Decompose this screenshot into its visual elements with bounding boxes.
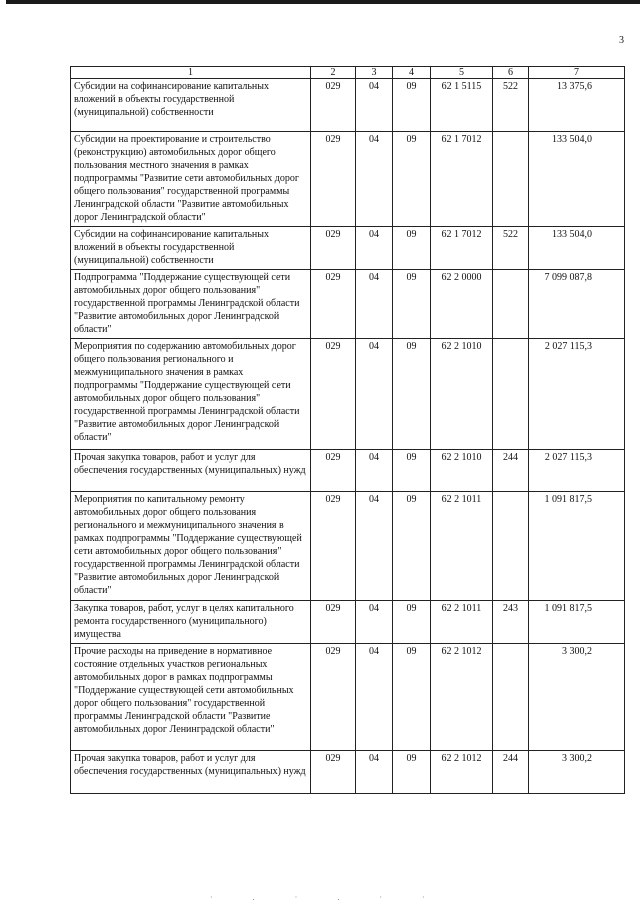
- cell-target-article: 62 1 5115: [431, 79, 493, 132]
- cell-section: 04: [356, 132, 393, 227]
- table-row: [71, 227, 625, 270]
- table-row: [71, 79, 625, 132]
- cell-expense-type: [493, 339, 529, 450]
- table-row: [71, 270, 625, 339]
- scan-artifact: ·.·.··: [210, 893, 465, 902]
- budget-table: [70, 66, 625, 794]
- table-row: [71, 339, 625, 450]
- cell-ministry-code: 029: [311, 79, 356, 132]
- row-description: Прочие расходы на приведение в нормативное состояние отдельных участков региональных автомобильных дорог в рамках подпрограммы "Поддержание существующей сети автомобильных дорог общего пользования" государственной программы Ленинградской области "Развитие автомобильных дорог Ленинградской области": [71, 644, 311, 751]
- cell-ministry-code: 029: [311, 644, 356, 751]
- cell-target-article: 62 1 7012: [431, 132, 493, 227]
- cell-expense-type: 522: [493, 79, 529, 132]
- cell-target-article: 62 2 0000: [431, 270, 493, 339]
- cell-target-article: 62 2 1010: [431, 450, 493, 492]
- cell-subsection: 09: [393, 450, 431, 492]
- cell-subsection: 09: [393, 132, 431, 227]
- cell-expense-type: [493, 644, 529, 751]
- row-description: Прочая закупка товаров, работ и услуг для обеспечения государственных (муниципальных) нужд: [71, 751, 311, 794]
- cell-section: 04: [356, 450, 393, 492]
- cell-amount: 7 099 087,8: [529, 270, 625, 339]
- cell-section: 04: [356, 644, 393, 751]
- cell-ministry-code: 029: [311, 450, 356, 492]
- cell-target-article: 62 2 1010: [431, 339, 493, 450]
- cell-subsection: 09: [393, 644, 431, 751]
- cell-expense-type: 244: [493, 751, 529, 794]
- cell-amount: 2 027 115,3: [529, 339, 625, 450]
- cell-amount: 133 504,0: [529, 227, 625, 270]
- cell-amount: 2 027 115,3: [529, 450, 625, 492]
- cell-ministry-code: 029: [311, 751, 356, 794]
- cell-expense-type: 244: [493, 450, 529, 492]
- scan-top-border: [6, 0, 640, 4]
- table-row: [71, 132, 625, 227]
- cell-subsection: 09: [393, 227, 431, 270]
- cell-target-article: 62 2 1012: [431, 751, 493, 794]
- column-header: 5: [431, 67, 493, 79]
- table-row: [71, 450, 625, 492]
- column-header: 2: [311, 67, 356, 79]
- cell-subsection: 09: [393, 601, 431, 644]
- row-description: Прочая закупка товаров, работ и услуг для обеспечения государственных (муниципальных) нужд: [71, 450, 311, 492]
- cell-section: 04: [356, 751, 393, 794]
- cell-expense-type: [493, 492, 529, 601]
- table-row: [71, 492, 625, 601]
- cell-amount: 3 300,2: [529, 751, 625, 794]
- cell-section: 04: [356, 601, 393, 644]
- cell-subsection: 09: [393, 751, 431, 794]
- cell-subsection: 09: [393, 270, 431, 339]
- cell-target-article: 62 2 1012: [431, 644, 493, 751]
- column-header: 1: [71, 67, 311, 79]
- cell-amount: 13 375,6: [529, 79, 625, 132]
- cell-subsection: 09: [393, 339, 431, 450]
- row-description: Мероприятия по капитальному ремонту автомобильных дорог общего пользования регионального и межмуниципального значения в рамках подпрограммы "Поддержание существующей сети автомобильных дорог общего пользования" государственной программы Ленинградской области "Развитие автомобильных дорог Ленинградской области": [71, 492, 311, 601]
- cell-expense-type: 243: [493, 601, 529, 644]
- cell-amount: 133 504,0: [529, 132, 625, 227]
- cell-expense-type: 522: [493, 227, 529, 270]
- cell-amount: 1 091 817,5: [529, 601, 625, 644]
- cell-amount: 3 300,2: [529, 644, 625, 751]
- cell-amount: 1 091 817,5: [529, 492, 625, 601]
- cell-ministry-code: 029: [311, 601, 356, 644]
- cell-ministry-code: 029: [311, 132, 356, 227]
- column-header: 7: [529, 67, 625, 79]
- cell-section: 04: [356, 79, 393, 132]
- cell-section: 04: [356, 339, 393, 450]
- cell-section: 04: [356, 227, 393, 270]
- row-description: Закупка товаров, работ, услуг в целях капитального ремонта государственного (муниципального) имущества: [71, 601, 311, 644]
- table-row: [71, 644, 625, 751]
- cell-expense-type: [493, 132, 529, 227]
- cell-ministry-code: 029: [311, 339, 356, 450]
- cell-expense-type: [493, 270, 529, 339]
- cell-target-article: 62 2 1011: [431, 601, 493, 644]
- page-number: 3: [619, 35, 624, 46]
- table-header-row: [71, 67, 625, 79]
- column-header: 6: [493, 67, 529, 79]
- cell-subsection: 09: [393, 492, 431, 601]
- row-description: Субсидии на софинансирование капитальных вложений в объекты государственной (муниципальной) собственности: [71, 79, 311, 132]
- row-description: Субсидии на софинансирование капитальных вложений в объекты государственной (муниципальной) собственности: [71, 227, 311, 270]
- cell-ministry-code: 029: [311, 227, 356, 270]
- column-header: 4: [393, 67, 431, 79]
- cell-ministry-code: 029: [311, 270, 356, 339]
- table-row: [71, 601, 625, 644]
- table-row: [71, 751, 625, 794]
- cell-subsection: 09: [393, 79, 431, 132]
- cell-section: 04: [356, 270, 393, 339]
- cell-target-article: 62 1 7012: [431, 227, 493, 270]
- row-description: Субсидии на проектирование и строительство (реконструкцию) автомобильных дорог общего пользования местного значения в рамках подпрограммы "Развитие сети автомобильных дорог общего пользования" государственной программы Ленинградской области "Развитие автомобильных дорог Ленинградской области": [71, 132, 311, 227]
- cell-section: 04: [356, 492, 393, 601]
- cell-target-article: 62 2 1011: [431, 492, 493, 601]
- row-description: Подпрограмма "Поддержание существующей сети автомобильных дорог общего пользования" государственной программы Ленинградской области "Развитие автомобильных дорог Ленинградской области": [71, 270, 311, 339]
- row-description: Мероприятия по содержанию автомобильных дорог общего пользования регионального и межмуниципального значения в рамках подпрограммы "Поддержание существующей сети автомобильных дорог общего пользования" государственной программы Ленинградской области "Развитие автомобильных дорог Ленинградской области": [71, 339, 311, 450]
- column-header: 3: [356, 67, 393, 79]
- cell-ministry-code: 029: [311, 492, 356, 601]
